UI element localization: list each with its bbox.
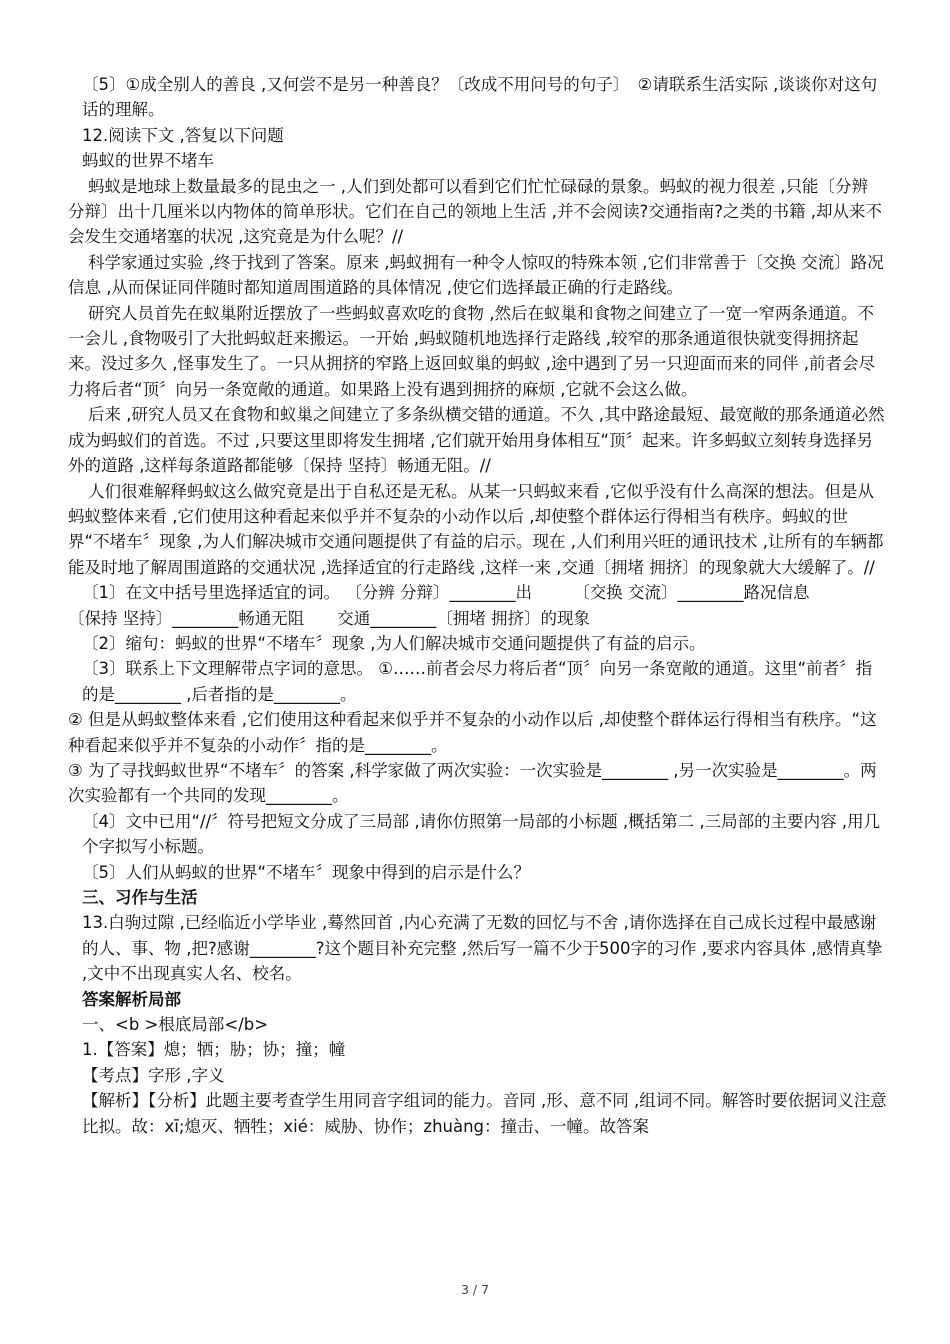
answer-1: 1.【答案】熄；牺；胁；协；撞；幢 <box>82 1040 346 1060</box>
sub-question-4: 〔4〕文中已用“//〞符号把短文分成了三局部 ,请你仿照第一局部的小标题 ,概括第二 ,三局部的主要内容 ,用几个字拟写小标题。 <box>82 811 881 857</box>
question-12-heading: 12.阅读下文 ,答复以下问题 <box>82 125 284 145</box>
document-page <box>68 72 888 1139</box>
article-paragraph-5: 人们很难解释蚂蚁这么做究竟是出于自私还是无私。从某一只蚂蚁来看 ,它似乎没有什么高深的想法。但是从蚂蚁整体来看 ,它们使用这种看起来似乎并不复杂的小动作以后 ,却使整个群体运行得相当有秩序。蚂蚁的世界“不堵车〞现象 ,为人们解决城市交通问题提供了有益的启示。现在 ,人们利用兴旺的通讯技术 ,让所有的车辆都能及时地了解周围道路的交通状况 ,选择适宜的行走路线 ,这样一来 ,交通〔拥堵 拥挤〕的现象就大大缓解了。// <box>68 481 884 577</box>
article-paragraph-1: 蚂蚁是地球上数量最多的昆虫之一 ,人们到处都可以看到它们忙忙碌碌的景象。蚂蚁的视力很差 ,只能〔分辨 分辩〕出十几厘米以内物体的简单形状。它们在自己的领地上生活 ,并不会阅读?交通指南?之类的书籍 ,却从来不会发生交通堵塞的状况 ,这究竟是为什么呢？// <box>68 176 882 247</box>
article-paragraph-4: 后来 ,研究人员又在食物和蚁巢之间建立了多条纵横交错的通道。不久 ,其中路途最短、最宽敞的那条通道必然成为蚂蚁们的首选。不过 ,只要这里即将发生拥堵 ,它们就开始用身体相互“顶〞起来。许多蚂蚁立刻转身选择另外的道路 ,这样每条道路都能够〔保持 坚持〕畅通无阻。// <box>68 405 885 476</box>
answer-1-topic: 【考点】字形 ,字义 <box>82 1065 225 1085</box>
page-number: 3 / 7 <box>460 1282 490 1297</box>
article-title: 蚂蚁的世界不堵车 <box>82 151 214 171</box>
sub-question-3: 〔3〕联系上下文理解带点字词的意思。 ①……前者会尽力将后者“顶〞向另一条宽敞的通道。这里“前者〞指的是________ ,后者指的是________。 <box>82 659 873 704</box>
answers-heading: 答案解析局部 <box>82 989 181 1009</box>
sub-question-1-continued: 〔保持 坚持〕________畅通无阻 交通________〔拥堵 拥挤〕的现象 <box>68 608 590 628</box>
article-paragraph-2: 科学家通过实验 ,终于找到了答案。原来 ,蚂蚁拥有一种令人惊叹的特殊本领 ,它们非常善于〔交换 交流〕路况信息 ,从而保证同伴随时都知道周围道路的具体情况 ,使它们选择最正确的行走路线。 <box>68 252 884 298</box>
sub-question-5: 〔5〕人们从蚂蚁的世界“不堵车〞现象中得到的启示是什么？ <box>82 862 531 882</box>
sub-question-1: 〔1〕在文中括号里选择适宜的词。 〔分辨 分辩〕________出 〔交换 交流〕________路况信息 <box>82 583 810 603</box>
answer-1-analysis: 【解析】【分析】此题主要考查学生用同音字组词的能力。音同 ,形、意不同 ,组词不同。解答时要依据词义注意比拟。故：xī;熄灭、牺牲；xié：威胁、协作；zhuàng：撞击、一幢。故答案 <box>82 1091 887 1136</box>
sub-question-3-item-3: ③ 为了寻找蚂蚁世界“不堵车〞的答案 ,科学家做了两次实验：一次实验是________ ,另一次实验是________。两次实验都有一个共同的发现________。 <box>68 760 877 806</box>
sub-question-3-item-2: ② 但是从蚂蚁整体来看 ,它们使用这种看起来似乎并不复杂的小动作以后 ,却使整个群体运行得相当有秩序。“这种看起来似乎并不复杂的小动作〞指的是________。 <box>68 710 877 755</box>
question-13-text: 13.白驹过隙 ,已经临近小学毕业 ,蓦然回首 ,内心充满了无数的回忆与不舍 ,请你选择在自己成长过程中最感谢的人、事、物 ,把?感谢________?这个题目补充完整 ,然后写一篇不少于500字的习作 ,要求内容具体 ,感情真挚 ,文中不出现真实人名、校名。 <box>82 913 883 984</box>
sub-question-2: 〔2〕缩句：蚂蚁的世界“不堵车〞现象 ,为人们解决城市交通问题提供了有益的启示。 <box>82 633 706 653</box>
article-paragraph-3: 研究人员首先在蚁巢附近摆放了一些蚂蚁喜欢吃的食物 ,然后在蚁巢和食物之间建立了一宽一窄两条通道。不一会儿 ,食物吸引了大批蚂蚁赶来搬运。一开始 ,蚂蚁随机地选择行走路线 ,较窄的那条通道很快就变得拥挤起来。没过多久 ,怪事发生了。一只从拥挤的窄路上返回蚁巢的蚂蚁 ,途中遇到了另一只迎面而来的同伴 ,前者会尽力将后者“顶〞向另一条宽敞的通道。如果路上没有遇到拥挤的麻烦 ,它就不会这么做。 <box>68 303 875 399</box>
question-5-text: 〔5〕①成全别人的善良 ,又何尝不是另一种善良？〔改成不用问号的句子〕 ②请联系生活实际 ,谈谈你对这句话的理解。 <box>82 75 878 120</box>
section-3-heading: 三、习作与生活 <box>82 888 198 907</box>
answers-section-1-heading: 一、<b >根底局部</b> <box>82 1015 269 1035</box>
